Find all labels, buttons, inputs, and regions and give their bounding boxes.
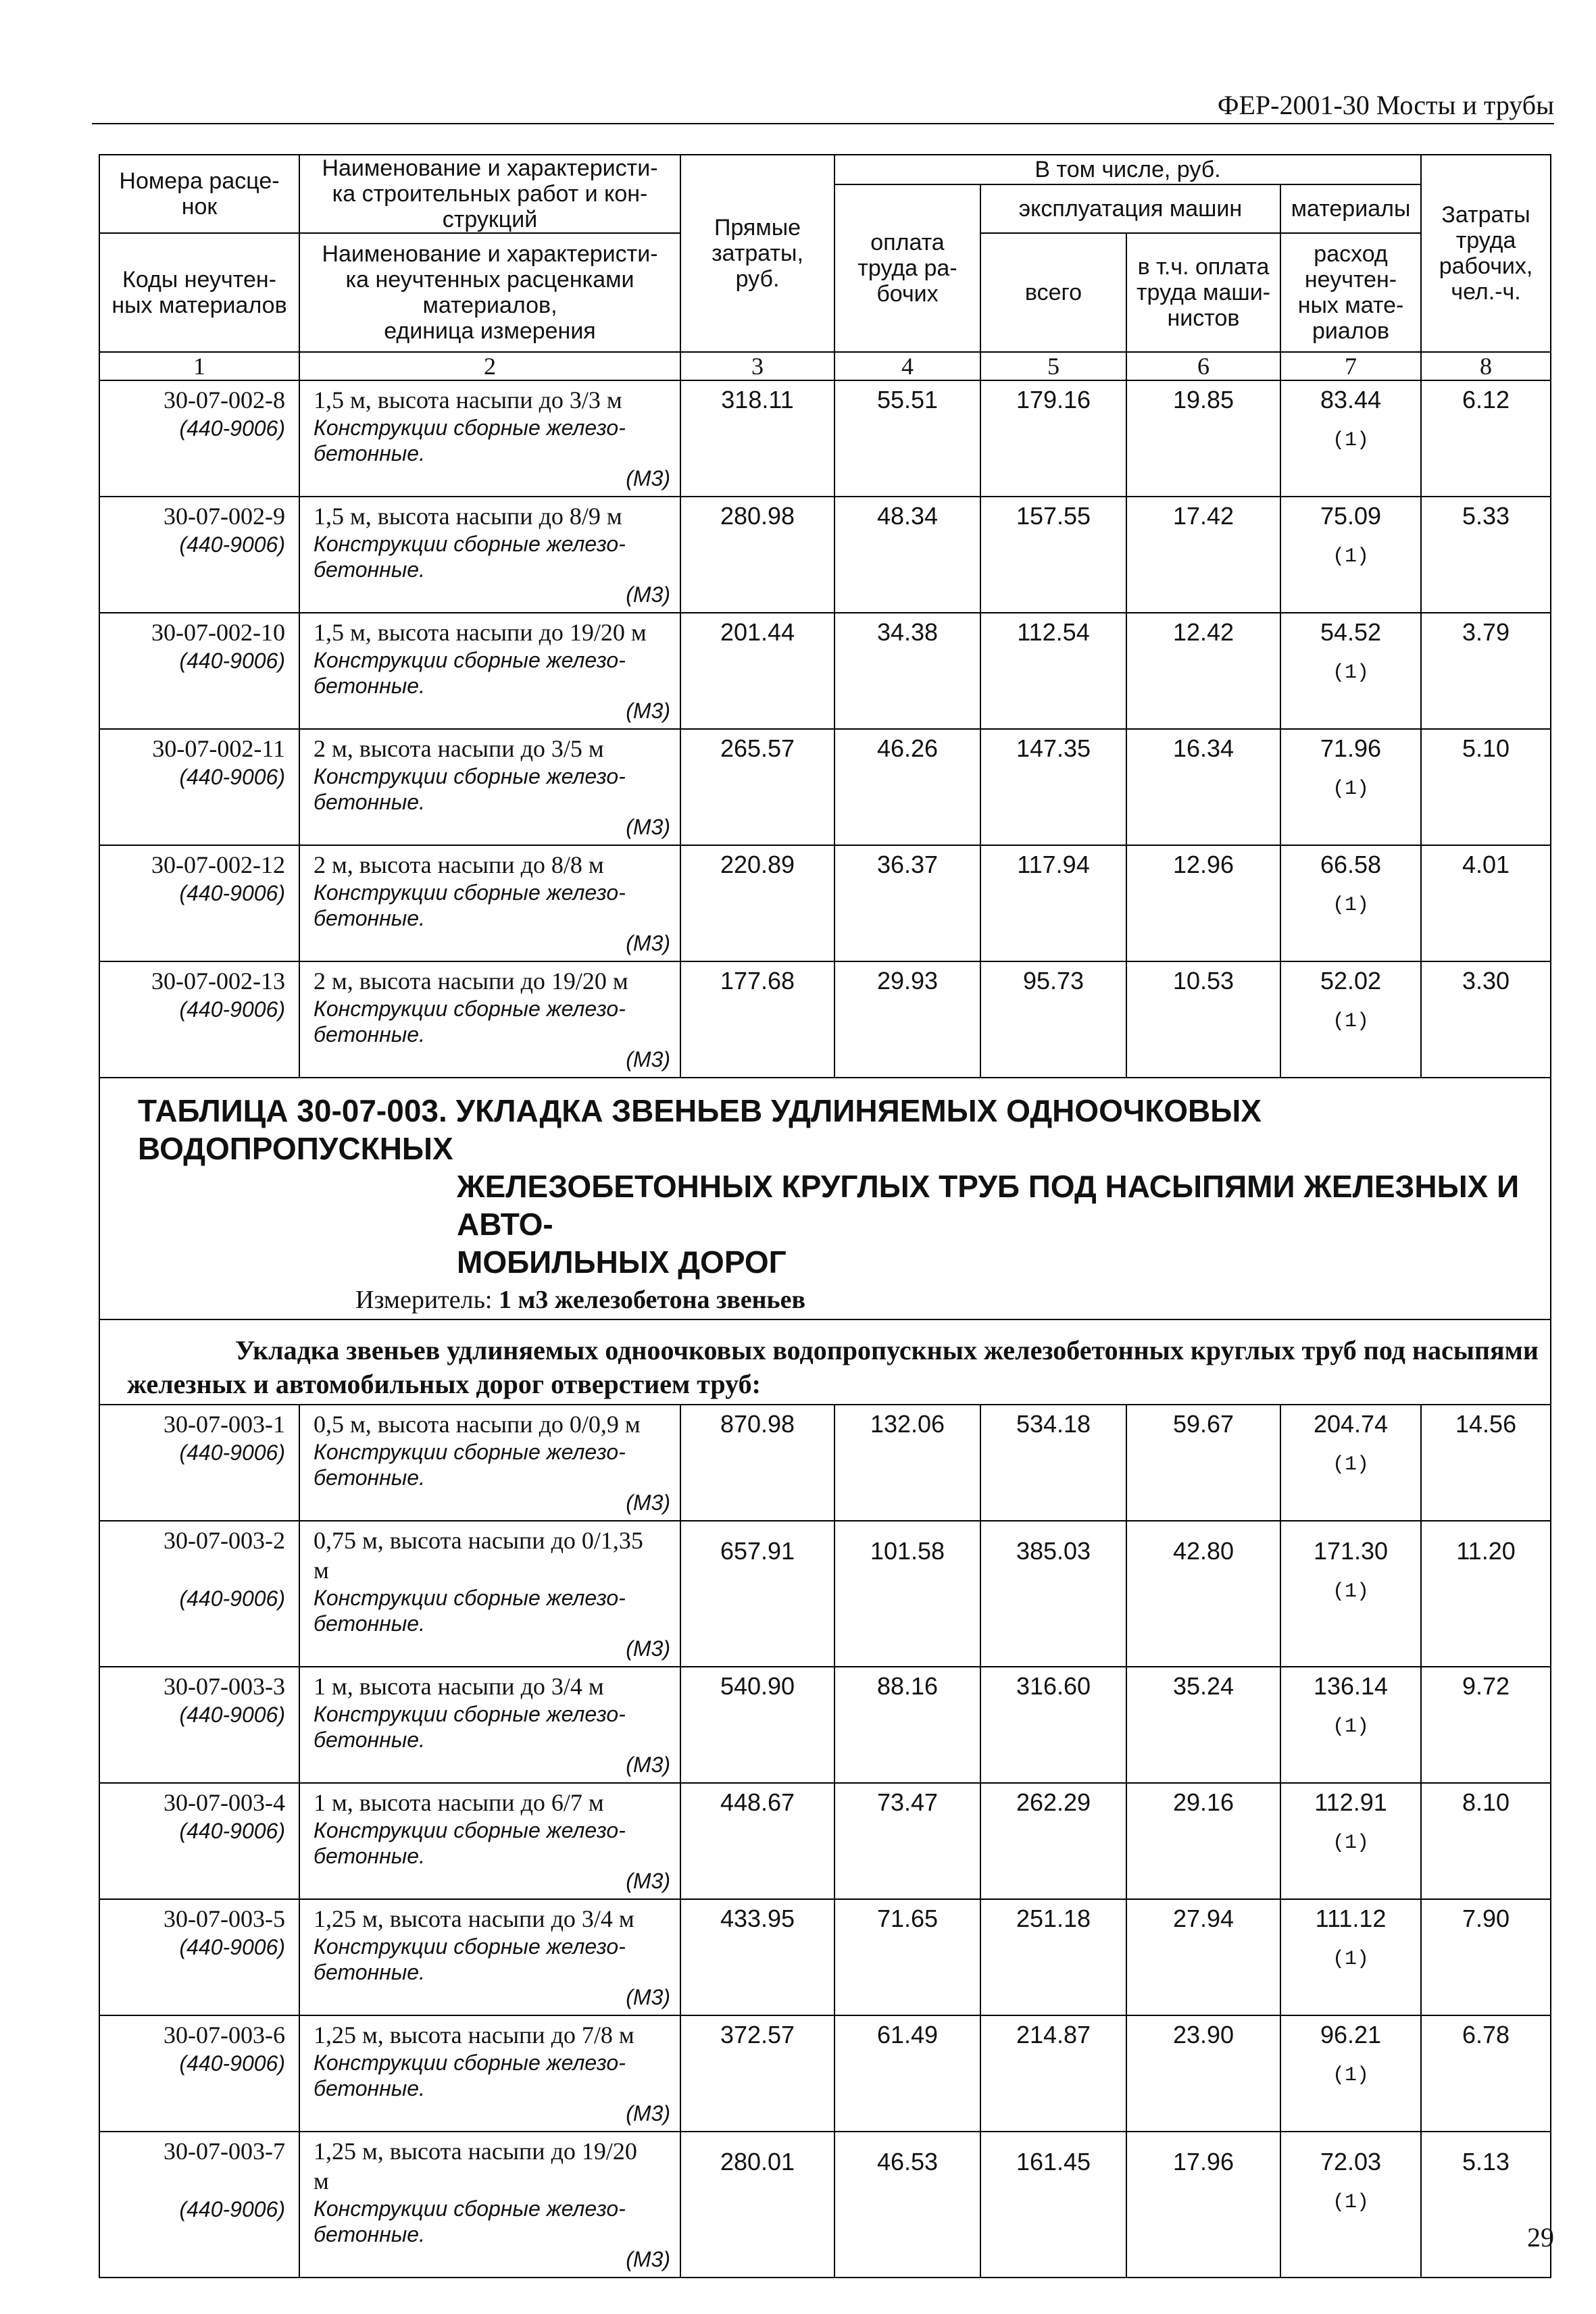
materials-value: 66.58 [1320,851,1382,878]
rate-code: 30-07-003-7 [164,2138,285,2165]
machines-total: 262.29 [980,1783,1126,1899]
materials-value: 71.96 [1320,734,1382,762]
direct-costs: 318.11 [680,380,834,497]
direct-costs: 177.68 [680,961,834,1078]
materials-cost [1280,729,1421,845]
material-name: Конструкции сборные железо- бетонные. [314,1818,626,1868]
table-row [99,1899,1551,2015]
labor-hours: 11.20 [1421,1521,1551,1667]
rate-name-cell [299,1405,680,1521]
rate-name-cell [299,380,680,497]
materials-usage: (1) [1332,545,1370,568]
rate-code-cell [99,613,299,729]
material-name: Конструкции сборные железо- бетонные. [314,880,626,930]
direct-costs: 201.44 [680,613,834,729]
labor-pay: 61.49 [834,2015,980,2132]
rate-code: 30-07-003-4 [164,1789,285,1816]
material-name: Конструкции сборные железо- бетонные. [314,648,626,698]
table-row [99,2015,1551,2132]
labor-hours: 3.30 [1421,961,1551,1078]
materials-cost [1280,1899,1421,2015]
labor-pay: 88.16 [834,1667,980,1783]
table-row [99,1405,1551,1521]
material-unit: (М3) [626,931,670,955]
material-unit: (М3) [626,466,670,491]
header-including: В том числе, руб. [834,155,1421,184]
rate-code-cell [99,1899,299,2015]
materials-value: 204.74 [1313,1410,1389,1438]
col-number: 3 [680,352,834,380]
header-labor-hours: Затраты труда рабочих, чел.-ч. [1421,155,1551,352]
rate-title: 1,5 м, высота насыпи до 3/3 м [314,386,622,413]
direct-costs: 540.90 [680,1667,834,1783]
table-row [99,380,1551,497]
rate-code: 30-07-002-9 [164,503,285,530]
material-unit: (М3) [626,1636,670,1661]
materials-cost [1280,497,1421,613]
machines-operator-pay: 10.53 [1126,961,1280,1078]
machines-total: 95.73 [980,961,1126,1078]
rates-table [99,154,1551,2278]
page-number: 29 [1527,2222,1554,2253]
rate-name-cell [299,961,680,1078]
direct-costs: 265.57 [680,729,834,845]
labor-pay: 46.26 [834,729,980,845]
table-row [99,2132,1551,2278]
measure-value: 1 м3 железобетона звеньев [499,1286,805,1314]
materials-cost [1280,845,1421,961]
labor-pay: 48.34 [834,497,980,613]
rate-code: 30-07-002-12 [151,851,285,878]
header-rule [92,123,1554,124]
direct-costs: 448.67 [680,1783,834,1899]
material-code: (440-9006) [179,416,285,441]
materials-cost [1280,961,1421,1078]
rate-title: 2 м, высота насыпи до 19/20 м [314,967,628,995]
materials-cost [1280,1783,1421,1899]
machines-operator-pay: 12.42 [1126,613,1280,729]
rate-title: 2 м, высота насыпи до 8/8 м [314,851,604,878]
rate-code: 30-07-002-10 [151,619,285,646]
col-number: 2 [299,352,680,380]
rate-title: 1,5 м, высота насыпи до 19/20 м [314,619,647,646]
direct-costs: 433.95 [680,1899,834,2015]
labor-hours: 5.33 [1421,497,1551,613]
labor-pay: 71.65 [834,1899,980,2015]
section-title-line: МОБИЛЬНЫХ ДОРОГ [457,1244,787,1280]
material-code: (440-9006) [179,1819,285,1843]
rate-title: 1,25 м, высота насыпи до 19/20 м [314,2138,637,2194]
materials-value: 52.02 [1320,967,1382,995]
machines-total: 147.35 [980,729,1126,845]
rate-code: 30-07-003-5 [164,1905,285,1932]
direct-costs: 870.98 [680,1405,834,1521]
labor-hours: 8.10 [1421,1783,1551,1899]
table-row [99,845,1551,961]
material-code: (440-9006) [179,765,285,789]
rate-code-cell [99,1521,299,1667]
rate-code-cell [99,2132,299,2278]
rate-title: 2 м, высота насыпи до 3/5 м [314,735,604,762]
col-number: 5 [980,352,1126,380]
materials-usage: (1) [1332,2064,1370,2087]
material-unit: (М3) [626,2101,670,2126]
materials-usage: (1) [1332,2191,1370,2214]
materials-value: 136.14 [1313,1672,1389,1700]
materials-cost [1280,2132,1421,2278]
rate-code-cell [99,729,299,845]
rate-code-cell [99,2015,299,2132]
materials-usage: (1) [1332,1453,1370,1476]
rate-code-cell [99,1405,299,1521]
material-code: (440-9006) [179,881,285,905]
rate-title: 1,25 м, высота насыпи до 7/8 м [314,2021,634,2048]
material-code: (440-9006) [179,532,285,557]
rate-name-cell [299,497,680,613]
machines-operator-pay: 35.24 [1126,1667,1280,1783]
rate-title: 1 м, высота насыпи до 6/7 м [314,1789,604,1816]
machines-operator-pay: 12.96 [1126,845,1280,961]
materials-usage: (1) [1332,894,1370,917]
rate-name-cell [299,1783,680,1899]
materials-value: 96.21 [1320,2021,1382,2048]
rate-code: 30-07-003-3 [164,1673,285,1700]
machines-operator-pay: 59.67 [1126,1405,1280,1521]
material-unit: (М3) [626,582,670,607]
rate-title: 1,25 м, высота насыпи до 3/4 м [314,1905,634,1932]
table-row [99,1783,1551,1899]
materials-value: 171.30 [1313,1537,1389,1565]
rate-name-cell [299,729,680,845]
material-name: Конструкции сборные железо- бетонные. [314,532,626,582]
machines-total: 385.03 [980,1521,1126,1667]
machines-total: 179.16 [980,380,1126,497]
rows-table-003 [99,1405,1551,2278]
machines-operator-pay: 27.94 [1126,1899,1280,2015]
labor-hours: 3.79 [1421,613,1551,729]
material-code: (440-9006) [179,1703,285,1727]
materials-usage: (1) [1332,1832,1370,1855]
machines-total: 112.54 [980,613,1126,729]
rate-code-cell [99,1783,299,1899]
col-number: 1 [99,352,299,380]
rate-name-cell [299,845,680,961]
section-table-003 [99,1078,1551,1405]
header-work-name: Наименование и характеристи- ка строительных работ и кон- струкций [299,155,680,233]
rates-table-container [99,154,1550,2278]
material-name: Конструкции сборные железо- бетонные. [314,1440,626,1490]
material-name: Конструкции сборные железо- бетонные. [314,997,626,1047]
labor-pay: 36.37 [834,845,980,961]
machines-total: 161.45 [980,2132,1126,2278]
labor-pay: 55.51 [834,380,980,497]
materials-cost [1280,613,1421,729]
materials-usage: (1) [1332,661,1370,684]
labor-pay: 132.06 [834,1405,980,1521]
rate-name-cell [299,613,680,729]
table-row [99,1521,1551,1667]
section-title-line: ТАБЛИЦА 30-07-003. УКЛАДКА ЗВЕНЬЕВ УДЛИНЯЕМЫХ ОДНООЧКОВЫХ ВОДОПРОПУСКНЫХ [138,1093,1262,1166]
labor-pay: 101.58 [834,1521,980,1667]
material-name: Конструкции сборные железо- бетонные. [314,1702,626,1752]
materials-value: 111.12 [1315,1905,1387,1932]
materials-cost [1280,2015,1421,2132]
direct-costs: 280.98 [680,497,834,613]
header-machines: эксплуатация машин [980,184,1280,233]
labor-hours: 6.78 [1421,2015,1551,2132]
table-row [99,497,1551,613]
machines-operator-pay: 17.96 [1126,2132,1280,2278]
material-name: Конструкции сборные железо- бетонные. [314,2196,626,2246]
running-header: ФЕР-2001-30 Мосты и трубы [1217,90,1554,120]
machines-total: 214.87 [980,2015,1126,2132]
rate-name-cell [299,1521,680,1667]
direct-costs: 372.57 [680,2015,834,2132]
machines-total: 534.18 [980,1405,1126,1521]
rate-code: 30-07-003-6 [164,2021,285,2048]
materials-cost [1280,380,1421,497]
header-material-codes: Коды неучтен- ных материалов [99,233,299,352]
rate-code: 30-07-002-8 [164,386,285,413]
direct-costs: 657.91 [680,1521,834,1667]
rate-code: 30-07-003-2 [164,1527,285,1554]
col-number: 7 [1280,352,1421,380]
materials-value: 83.44 [1320,386,1382,413]
material-name: Конструкции сборные железо- бетонные. [314,416,626,466]
material-name: Конструкции сборные железо- бетонные. [314,1934,626,1984]
material-code: (440-9006) [179,2197,285,2221]
machines-operator-pay: 16.34 [1126,729,1280,845]
machines-operator-pay: 19.85 [1126,380,1280,497]
machines-operator-pay: 23.90 [1126,2015,1280,2132]
material-unit: (М3) [626,699,670,723]
labor-hours: 6.12 [1421,380,1551,497]
rate-code-cell [99,380,299,497]
header-machines-operator: в т.ч. оплата труда маши- нистов [1126,233,1280,352]
table-row [99,1667,1551,1783]
material-name: Конструкции сборные железо- бетонные. [314,1586,626,1636]
materials-usage: (1) [1332,1715,1370,1738]
material-code: (440-9006) [179,649,285,673]
labor-hours: 7.90 [1421,1899,1551,2015]
col-number: 8 [1421,352,1551,380]
header-labor-pay: оплата труда ра- бочих [834,184,980,352]
rate-code: 30-07-002-11 [152,735,285,762]
rate-name-cell [299,2015,680,2132]
rate-name-cell [299,1667,680,1783]
rate-title: 0,5 м, высота насыпи до 0/0,9 м [314,1411,641,1438]
material-code: (440-9006) [179,1586,285,1611]
rate-code: 30-07-002-13 [151,967,285,995]
col-number: 6 [1126,352,1280,380]
table-header [99,155,1551,380]
materials-cost [1280,1405,1421,1521]
material-unit: (М3) [626,2247,670,2271]
material-code: (440-9006) [179,1440,285,1465]
labor-pay: 34.38 [834,613,980,729]
col-number: 4 [834,352,980,380]
rate-code: 30-07-003-1 [164,1411,285,1438]
materials-usage: (1) [1332,1580,1370,1603]
materials-usage: (1) [1332,778,1370,801]
material-code: (440-9006) [179,2051,285,2076]
materials-usage: (1) [1332,1010,1370,1033]
materials-cost [1280,1667,1421,1783]
rate-name-cell [299,1899,680,2015]
rows-table-002 [99,380,1551,1078]
machines-operator-pay: 42.80 [1126,1521,1280,1667]
rate-code-cell [99,961,299,1078]
machines-total: 316.60 [980,1667,1126,1783]
header-materials-usage: расход неучтен- ных мате- риалов [1280,233,1421,352]
table-row [99,613,1551,729]
material-unit: (М3) [626,1869,670,1893]
materials-value: 112.91 [1314,1788,1387,1816]
material-code: (440-9006) [179,997,285,1022]
materials-value: 54.52 [1320,618,1382,646]
header-machines-total: всего [980,233,1126,352]
material-unit: (М3) [626,1985,670,2009]
rate-code-cell [99,497,299,613]
section-description: Укладка звеньев удлиняемых одноочковых водопропускных железобетонных круглых труб под насыпями железных и автомобильных дорог отверстием труб: [99,1319,1551,1405]
machines-operator-pay: 17.42 [1126,497,1280,613]
column-number-row [99,352,1551,380]
machines-operator-pay: 29.16 [1126,1783,1280,1899]
material-unit: (М3) [626,815,670,839]
measure-line [138,1285,1530,1319]
material-code: (440-9006) [179,1935,285,1959]
labor-pay: 73.47 [834,1783,980,1899]
header-materials: материалы [1280,184,1421,233]
materials-usage: (1) [1332,429,1370,452]
section-title [138,1092,1530,1281]
table-row [99,729,1551,845]
material-unit: (М3) [626,1490,670,1515]
rate-title: 0,75 м, высота насыпи до 0/1,35 м [314,1527,643,1584]
header-rate-numbers: Номера расце- нок [99,155,299,233]
machines-total: 157.55 [980,497,1126,613]
machines-total: 117.94 [980,845,1126,961]
header-material-name: Наименование и характеристи- ка неучтенных расценками материалов, единица измерения [299,233,680,352]
section-heading [99,1078,1551,1319]
labor-hours: 5.10 [1421,729,1551,845]
material-unit: (М3) [626,1047,670,1072]
materials-cost [1280,1521,1421,1667]
header-direct-costs: Прямые затраты, руб. [680,155,834,352]
labor-pay: 46.53 [834,2132,980,2278]
material-name: Конструкции сборные железо- бетонные. [314,2051,626,2101]
labor-hours: 9.72 [1421,1667,1551,1783]
labor-hours: 4.01 [1421,845,1551,961]
materials-usage: (1) [1332,1948,1370,1971]
material-name: Конструкции сборные железо- бетонные. [314,764,626,814]
measure-label: Измеритель: [355,1286,493,1314]
direct-costs: 280.01 [680,2132,834,2278]
labor-hours: 5.13 [1421,2132,1551,2278]
materials-value: 72.03 [1320,2148,1382,2175]
rate-code-cell [99,1667,299,1783]
labor-hours: 14.56 [1421,1405,1551,1521]
rate-title: 1 м, высота насыпи до 3/4 м [314,1673,604,1700]
rate-code-cell [99,845,299,961]
machines-total: 251.18 [980,1899,1126,2015]
section-title-line: ЖЕЛЕЗОБЕТОННЫХ КРУГЛЫХ ТРУБ ПОД НАСЫПЯМИ ЖЕЛЕЗНЫХ И АВТО- [457,1169,1520,1242]
materials-value: 75.09 [1320,502,1382,530]
labor-pay: 29.93 [834,961,980,1078]
material-unit: (М3) [626,1753,670,1777]
direct-costs: 220.89 [680,845,834,961]
table-row [99,961,1551,1078]
rate-title: 1,5 м, высота насыпи до 8/9 м [314,503,622,530]
rate-name-cell [299,2132,680,2278]
